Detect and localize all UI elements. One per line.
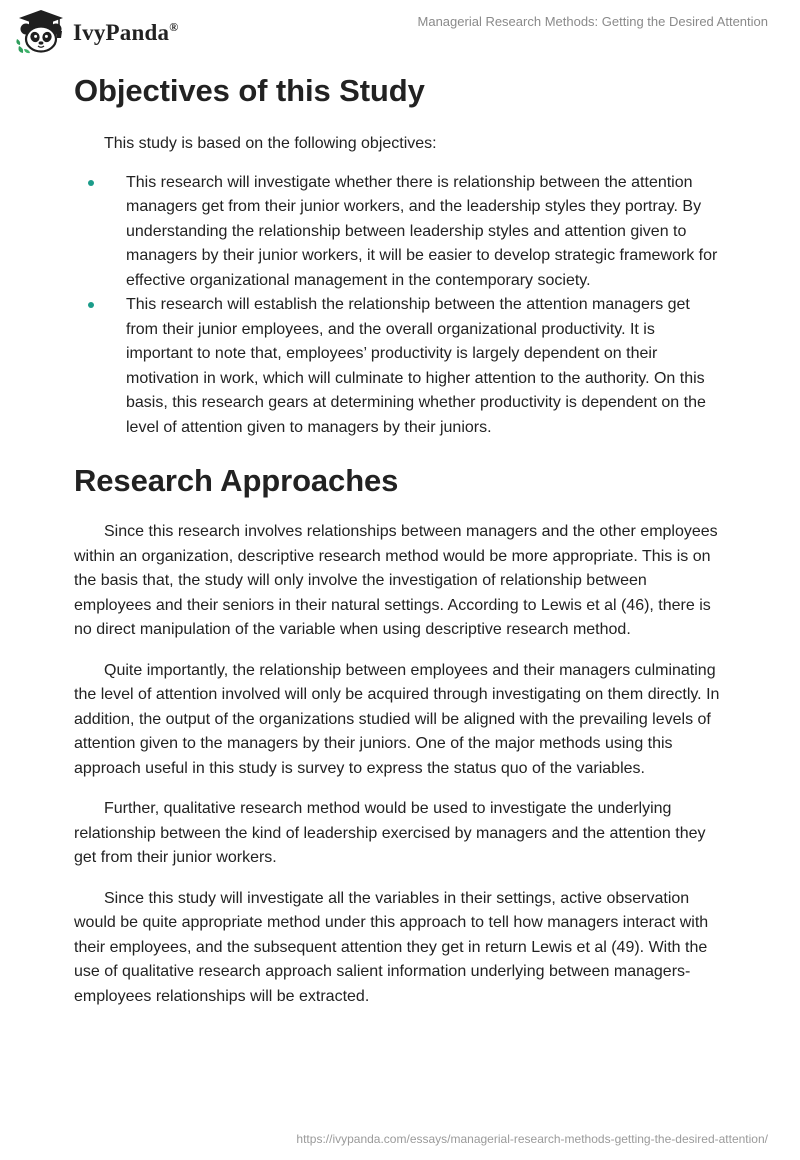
objectives-list <box>74 171 724 441</box>
ivypanda-logo[interactable] <box>15 8 178 54</box>
research-approaches-heading: Research Approaches <box>74 463 399 498</box>
bullet-icon <box>88 180 94 186</box>
page-header <box>0 0 800 60</box>
list-item <box>74 293 724 440</box>
paragraph: Quite importantly, the relationship between employees and their managers culminating the level of attention involved will only be acquired through investigating on them directly. In addition, the output of the organizations studied will be aligned with the prevailing levels of attention given to the managers by their juniors. One of the major methods using this approach useful in this study is survey to express the status quo of the variables. <box>74 661 720 777</box>
bullet-icon <box>88 302 94 308</box>
registered-mark: ® <box>169 20 179 34</box>
paragraph: Since this study will investigate all the variables in their settings, active observation would be quite appropriate method under this approach to tell how managers interact with their employees, and the subsequent attention they get in return Lewis et al (49). With the use of qualitative research approach salient information underlying between managers-employees relationships will be extracted. <box>74 889 709 1005</box>
paragraph: Further, qualitative research method would be used to investigate the underlying relationship between the kind of leadership exercised by managers and the attention they get from their junior workers. <box>74 800 706 866</box>
list-item <box>74 171 724 294</box>
panda-graduate-icon <box>15 8 67 54</box>
list-item-text: This research will establish the relationship between the attention managers get from their junior employees, and the overall organizational productivity. It is important to note that, employees’ productivity is largely dependent on their motivation in work, which will culminate to higher attention to the authority. On this basis, this research gears at determining whether productivity is dependent on the level of attention given to managers by their juniors. <box>126 296 706 436</box>
paragraph: Since this research involves relationships between managers and the other employees within an organization, descriptive research method would be more appropriate. This is on the basis that, the study will only involve the investigation of relationship between employees and their seniors in their natural settings. According to Lewis et al (46), there is no direct manipulation of the variable when using descriptive research method. <box>74 523 718 638</box>
list-item-text: This research will investigate whether there is relationship between the attention managers get from their junior workers, and the leadership styles they portray. By understanding the relationship between leadership styles and attention given to managers by their junior workers, it will be easier to develop strategic framework for effective organizational management in the contemporary society. <box>126 173 718 289</box>
logo-wordmark: IvyPanda® <box>73 20 179 45</box>
document-title: Managerial Research Methods: Getting the Desired Attention <box>417 14 768 29</box>
objectives-heading: Objectives of this Study <box>74 73 425 108</box>
objectives-intro: This study is based on the following objectives: <box>104 135 437 152</box>
article-body <box>74 72 724 1009</box>
source-url[interactable]: https://ivypanda.com/essays/managerial-research-methods-getting-the-desired-attention/ <box>296 1132 768 1146</box>
